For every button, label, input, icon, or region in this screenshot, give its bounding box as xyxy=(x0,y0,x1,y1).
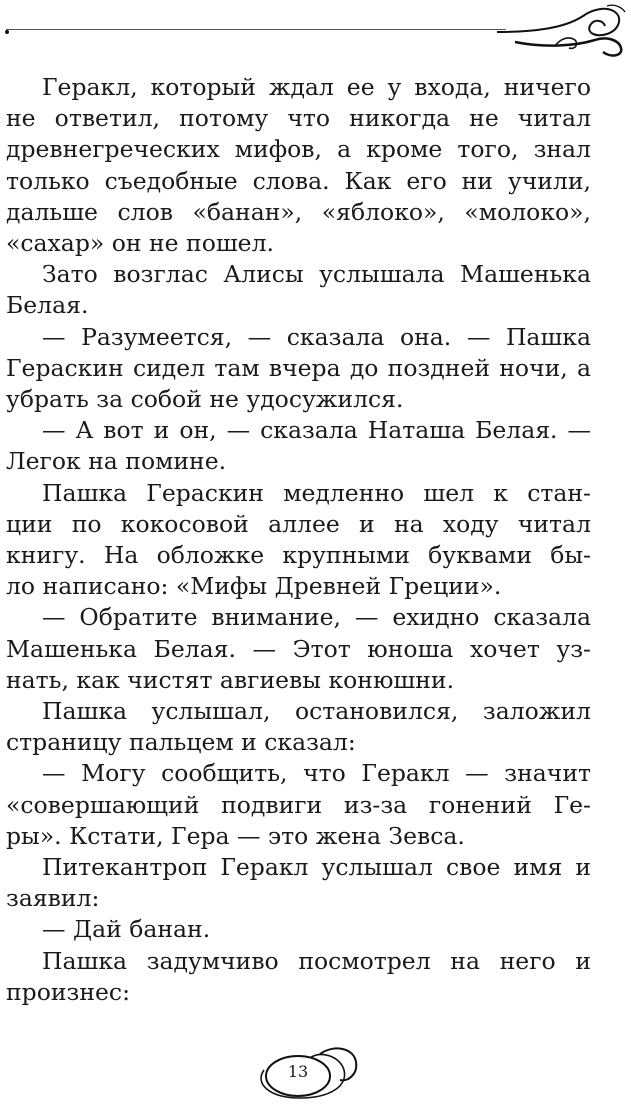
text-line: Машенька Белая. — Этот юноша хочет уз- xyxy=(6,634,591,663)
paragraph xyxy=(6,914,591,945)
text-line: Пашка услышал, остановился, заложил xyxy=(42,697,591,726)
text-line: Легок на помине. xyxy=(6,447,227,476)
text-line: книгу. На обложке крупными буквами бы- xyxy=(6,541,591,570)
paragraph xyxy=(6,415,591,477)
text-line: Гераскин сидел там вчера до поздней ночи, а xyxy=(6,353,591,382)
text-line: Пашка Гераскин медленно шел к стан- xyxy=(42,478,591,507)
page-number: 13 xyxy=(287,1062,309,1081)
text-line: нать, как чистят авгиевы конюшни. xyxy=(6,665,455,694)
paragraph xyxy=(6,602,591,696)
text-line: не ответил, потому что никогда не читал xyxy=(6,104,591,133)
text-line: убрать за собой не удосужился. xyxy=(6,385,404,414)
text-line: Пашка задумчиво посмотрел на него и xyxy=(42,946,591,975)
text-line: Питекантроп Геракл услышал свое имя и xyxy=(42,853,591,882)
text-line: — Дай банан. xyxy=(42,915,211,944)
paragraph xyxy=(6,852,591,914)
text-line: — Могу сообщить, что Геракл — значит xyxy=(42,759,591,788)
text-line: — А вот и он, — сказала Наташа Белая. — xyxy=(42,416,591,445)
text-line: только съедобные слова. Как его ни учили, xyxy=(6,166,591,195)
paragraph xyxy=(6,72,591,259)
text-line: Зато возглас Алисы услышала Машенька xyxy=(42,260,591,289)
text-line: ры». Кстати, Гера — это жена Зевса. xyxy=(6,821,465,850)
text-line: Белая. xyxy=(6,291,89,320)
text-line: «сахар» он не пошел. xyxy=(6,229,274,258)
text-line: дальше слов «банан», «яблоко», «молоко», xyxy=(6,197,591,226)
paragraph xyxy=(6,322,591,416)
paragraph xyxy=(6,696,591,758)
header-rule xyxy=(6,29,506,30)
text-line: ло написано: «Мифы Древней Греции». xyxy=(6,572,502,601)
text-line: древнегреческих мифов, а кроме того, знал xyxy=(6,135,591,164)
text-line: «совершающий подвиги из-за гонений Ге- xyxy=(6,790,591,819)
text-line: ции по кокосовой аллее и на ходу читал xyxy=(6,509,591,538)
paragraph xyxy=(6,478,591,603)
text-line: страницу пальцем и сказал: xyxy=(6,728,356,757)
text-line: — Обратите внимание, — ехидно сказала xyxy=(42,603,591,632)
text-line: — Разумеется, — сказала она. — Пашка xyxy=(42,322,591,351)
paragraph xyxy=(6,758,591,852)
paragraph xyxy=(6,946,591,1008)
header-flourish-icon xyxy=(495,2,629,60)
header-dot xyxy=(5,30,9,34)
text-line: заявил: xyxy=(6,884,100,913)
paragraph xyxy=(6,259,591,321)
book-text xyxy=(6,72,591,1008)
text-line: произнес: xyxy=(6,977,130,1006)
text-line: Геракл, который ждал ее у входа, ничего xyxy=(42,73,591,101)
